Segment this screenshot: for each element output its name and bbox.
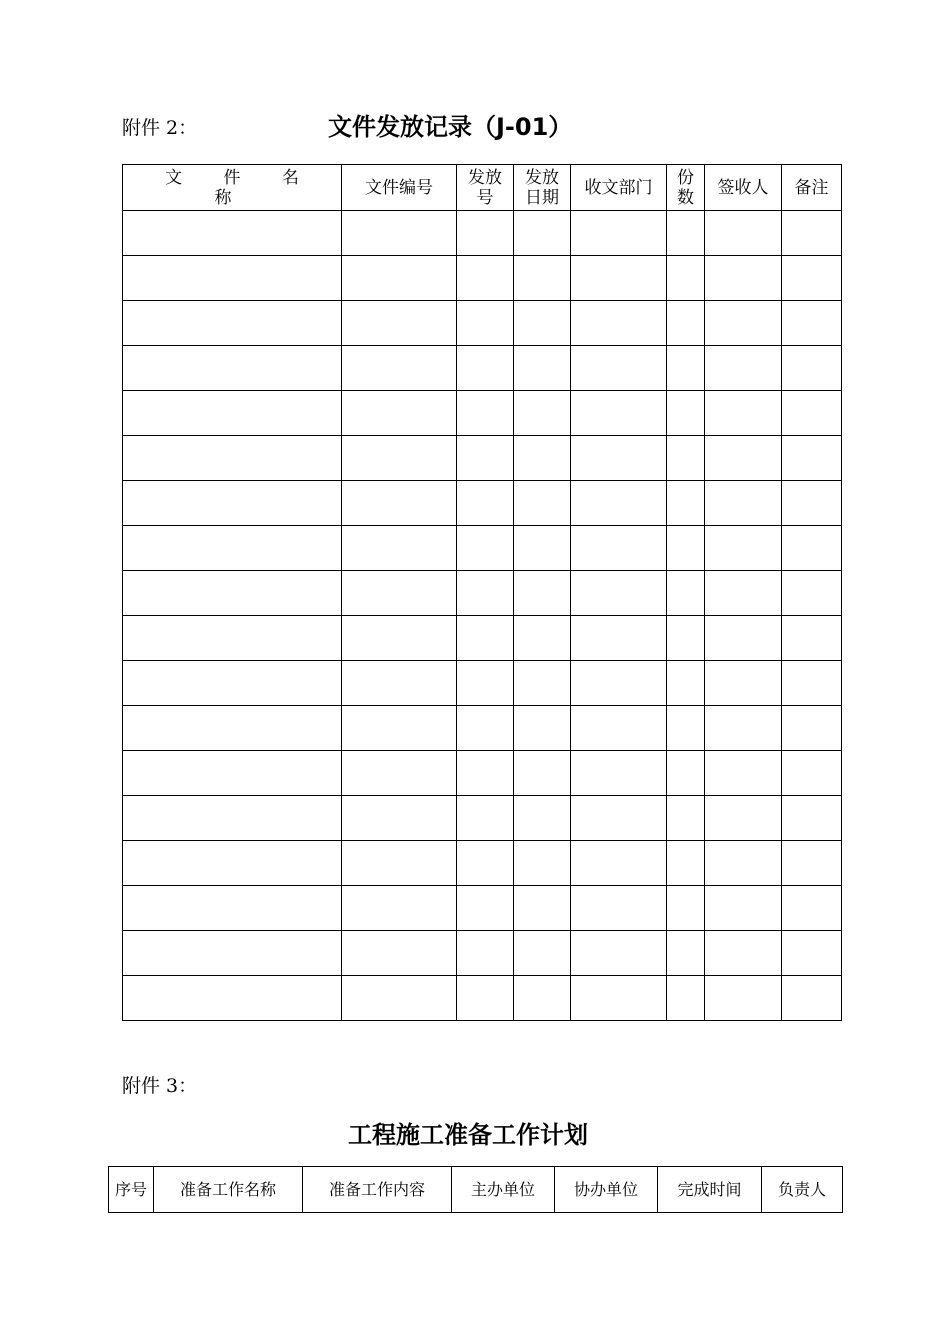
table-row bbox=[123, 481, 842, 526]
table-cell[interactable] bbox=[782, 886, 842, 931]
table-cell[interactable] bbox=[782, 931, 842, 976]
col-header-signed-by: 签收人 bbox=[705, 165, 782, 211]
table-cell[interactable] bbox=[123, 481, 342, 526]
table-cell[interactable] bbox=[667, 706, 705, 751]
table-cell[interactable] bbox=[514, 976, 571, 1021]
table-cell[interactable] bbox=[667, 796, 705, 841]
table-cell[interactable] bbox=[782, 211, 842, 256]
table-cell[interactable] bbox=[571, 751, 667, 796]
table-cell[interactable] bbox=[705, 211, 782, 256]
table-cell[interactable] bbox=[123, 211, 342, 256]
table-cell[interactable] bbox=[782, 571, 842, 616]
table-cell[interactable] bbox=[571, 886, 667, 931]
table-cell[interactable] bbox=[782, 751, 842, 796]
table-header-row bbox=[123, 165, 842, 211]
table-cell[interactable] bbox=[457, 796, 514, 841]
table-cell[interactable] bbox=[667, 211, 705, 256]
table-cell[interactable] bbox=[705, 706, 782, 751]
table-cell[interactable] bbox=[514, 301, 571, 346]
table-cell[interactable] bbox=[457, 976, 514, 1021]
table-cell[interactable] bbox=[782, 796, 842, 841]
table-cell[interactable] bbox=[457, 616, 514, 661]
table-cell[interactable] bbox=[123, 751, 342, 796]
table-cell[interactable] bbox=[514, 481, 571, 526]
table-cell[interactable] bbox=[514, 841, 571, 886]
document-issue-record-table bbox=[122, 164, 842, 1021]
col-header-copies: 份数 bbox=[667, 165, 705, 211]
table-row bbox=[123, 616, 842, 661]
table-row bbox=[123, 886, 842, 931]
table-cell[interactable] bbox=[782, 616, 842, 661]
table-cell[interactable] bbox=[514, 706, 571, 751]
col-header-issue-date: 发放日期 bbox=[514, 165, 571, 211]
table-row bbox=[123, 571, 842, 616]
table-cell[interactable] bbox=[123, 706, 342, 751]
col-header-issue-number: 发放号 bbox=[457, 165, 514, 211]
col-header-receiving-department: 收文部门 bbox=[571, 165, 667, 211]
table-cell[interactable] bbox=[342, 616, 457, 661]
table-cell[interactable] bbox=[571, 661, 667, 706]
table-row bbox=[123, 256, 842, 301]
table-cell[interactable] bbox=[342, 481, 457, 526]
table-cell[interactable] bbox=[667, 256, 705, 301]
table-cell[interactable] bbox=[782, 391, 842, 436]
table-cell[interactable] bbox=[514, 886, 571, 931]
table-cell[interactable] bbox=[457, 346, 514, 391]
table-cell[interactable] bbox=[123, 661, 342, 706]
table-cell[interactable] bbox=[123, 436, 342, 481]
table-cell[interactable] bbox=[705, 346, 782, 391]
table-cell[interactable] bbox=[342, 661, 457, 706]
table-cell[interactable] bbox=[342, 346, 457, 391]
table-cell[interactable] bbox=[514, 931, 571, 976]
table-cell[interactable] bbox=[342, 391, 457, 436]
table-cell[interactable] bbox=[514, 256, 571, 301]
table-cell[interactable] bbox=[342, 841, 457, 886]
table-cell[interactable] bbox=[667, 481, 705, 526]
table-cell[interactable] bbox=[705, 976, 782, 1021]
attachment-3-label: 附件 3： bbox=[122, 1075, 198, 1097]
table-cell[interactable] bbox=[571, 931, 667, 976]
table-cell[interactable] bbox=[705, 301, 782, 346]
col-header-file-number: 文件编号 bbox=[342, 165, 457, 211]
table-cell[interactable] bbox=[667, 391, 705, 436]
table-cell[interactable] bbox=[123, 886, 342, 931]
table-cell[interactable] bbox=[123, 301, 342, 346]
table-row bbox=[123, 706, 842, 751]
table-cell[interactable] bbox=[342, 301, 457, 346]
table-cell[interactable] bbox=[571, 256, 667, 301]
table-cell[interactable] bbox=[514, 616, 571, 661]
table-cell[interactable] bbox=[123, 976, 342, 1021]
table-cell[interactable] bbox=[457, 256, 514, 301]
table-cell[interactable] bbox=[514, 526, 571, 571]
table-cell[interactable] bbox=[514, 751, 571, 796]
table-cell[interactable] bbox=[571, 436, 667, 481]
table-cell[interactable] bbox=[782, 706, 842, 751]
table-cell[interactable] bbox=[571, 616, 667, 661]
table-cell[interactable] bbox=[705, 526, 782, 571]
table-cell[interactable] bbox=[705, 391, 782, 436]
table-cell[interactable] bbox=[514, 571, 571, 616]
table-row bbox=[123, 301, 842, 346]
table-cell[interactable] bbox=[782, 436, 842, 481]
table-row bbox=[123, 436, 842, 481]
table-cell[interactable] bbox=[705, 571, 782, 616]
table-cell[interactable] bbox=[457, 211, 514, 256]
table-cell[interactable] bbox=[457, 841, 514, 886]
table-cell[interactable] bbox=[123, 526, 342, 571]
table-cell[interactable] bbox=[514, 796, 571, 841]
table-cell[interactable] bbox=[342, 526, 457, 571]
table-cell[interactable] bbox=[667, 661, 705, 706]
table-cell[interactable] bbox=[514, 211, 571, 256]
table-cell[interactable] bbox=[514, 346, 571, 391]
preparation-plan-table bbox=[108, 1166, 843, 1213]
col-header-serial-number: 序号 bbox=[109, 1167, 154, 1213]
col-header-lead-unit: 主办单位 bbox=[452, 1167, 555, 1213]
table-body bbox=[123, 211, 842, 1021]
table-cell[interactable] bbox=[457, 526, 514, 571]
table-cell[interactable] bbox=[342, 751, 457, 796]
table-cell[interactable] bbox=[123, 796, 342, 841]
col-header-responsible-person: 负责人 bbox=[762, 1167, 843, 1213]
col-header-completion-time: 完成时间 bbox=[658, 1167, 762, 1213]
table-cell[interactable] bbox=[571, 481, 667, 526]
table-row bbox=[123, 211, 842, 256]
table-cell[interactable] bbox=[667, 526, 705, 571]
document-issue-record-title: 文件发放记录（J-01） bbox=[328, 113, 573, 141]
table-cell[interactable] bbox=[342, 886, 457, 931]
table-cell[interactable] bbox=[705, 616, 782, 661]
table-cell[interactable] bbox=[571, 526, 667, 571]
table-cell[interactable] bbox=[667, 571, 705, 616]
table-cell[interactable] bbox=[342, 436, 457, 481]
table-cell[interactable] bbox=[342, 256, 457, 301]
col-header-remarks: 备注 bbox=[782, 165, 842, 211]
table-cell[interactable] bbox=[782, 346, 842, 391]
table-header-row bbox=[109, 1167, 843, 1213]
table-cell[interactable] bbox=[514, 391, 571, 436]
table-cell[interactable] bbox=[457, 436, 514, 481]
table-cell[interactable] bbox=[457, 661, 514, 706]
table-row bbox=[123, 931, 842, 976]
table-row bbox=[123, 346, 842, 391]
table-cell[interactable] bbox=[571, 346, 667, 391]
table-cell[interactable] bbox=[667, 931, 705, 976]
col-header-task-name: 准备工作名称 bbox=[154, 1167, 303, 1213]
table-cell[interactable] bbox=[342, 706, 457, 751]
table-cell[interactable] bbox=[705, 886, 782, 931]
table-cell[interactable] bbox=[782, 301, 842, 346]
table-cell[interactable] bbox=[123, 571, 342, 616]
table-cell[interactable] bbox=[457, 931, 514, 976]
table-cell[interactable] bbox=[782, 841, 842, 886]
table-cell[interactable] bbox=[571, 796, 667, 841]
table-row bbox=[123, 976, 842, 1021]
table-cell[interactable] bbox=[514, 436, 571, 481]
table-cell[interactable] bbox=[457, 301, 514, 346]
table-cell[interactable] bbox=[667, 751, 705, 796]
col-header-task-content: 准备工作内容 bbox=[303, 1167, 452, 1213]
attachment-2-label: 附件 2： bbox=[122, 117, 198, 139]
table-cell[interactable] bbox=[667, 346, 705, 391]
table-cell[interactable] bbox=[782, 661, 842, 706]
table-cell[interactable] bbox=[457, 886, 514, 931]
col-header-assisting-unit: 协办单位 bbox=[555, 1167, 658, 1213]
table-cell[interactable] bbox=[667, 976, 705, 1021]
table-cell[interactable] bbox=[705, 841, 782, 886]
table-cell[interactable] bbox=[342, 796, 457, 841]
table-cell[interactable] bbox=[457, 481, 514, 526]
table-row bbox=[123, 751, 842, 796]
table-cell[interactable] bbox=[514, 661, 571, 706]
table-cell[interactable] bbox=[457, 391, 514, 436]
table-cell[interactable] bbox=[123, 841, 342, 886]
col-header-file-name: 文 件 名 称 bbox=[123, 165, 342, 211]
table-cell[interactable] bbox=[705, 661, 782, 706]
table-cell[interactable] bbox=[123, 931, 342, 976]
table-cell[interactable] bbox=[457, 706, 514, 751]
table-row bbox=[123, 796, 842, 841]
table-cell[interactable] bbox=[705, 931, 782, 976]
table-cell[interactable] bbox=[782, 526, 842, 571]
table-cell[interactable] bbox=[705, 796, 782, 841]
table-cell[interactable] bbox=[705, 256, 782, 301]
table-cell[interactable] bbox=[667, 436, 705, 481]
table-cell[interactable] bbox=[342, 211, 457, 256]
preparation-plan-title: 工程施工准备工作计划 bbox=[348, 1121, 588, 1149]
table-cell[interactable] bbox=[457, 571, 514, 616]
table-cell[interactable] bbox=[571, 706, 667, 751]
table-cell[interactable] bbox=[123, 391, 342, 436]
table-row bbox=[123, 391, 842, 436]
table-cell[interactable] bbox=[571, 211, 667, 256]
table-cell[interactable] bbox=[782, 481, 842, 526]
table-cell[interactable] bbox=[571, 301, 667, 346]
table-cell[interactable] bbox=[667, 841, 705, 886]
table-cell[interactable] bbox=[667, 616, 705, 661]
table-cell[interactable] bbox=[123, 256, 342, 301]
table-row bbox=[123, 526, 842, 571]
table-cell[interactable] bbox=[342, 931, 457, 976]
table-cell[interactable] bbox=[123, 346, 342, 391]
table-cell[interactable] bbox=[571, 571, 667, 616]
table-cell[interactable] bbox=[123, 616, 342, 661]
table-cell[interactable] bbox=[571, 976, 667, 1021]
table-cell[interactable] bbox=[571, 841, 667, 886]
table-cell[interactable] bbox=[667, 301, 705, 346]
table-row bbox=[123, 661, 842, 706]
table-cell[interactable] bbox=[705, 481, 782, 526]
table-cell[interactable] bbox=[705, 751, 782, 796]
table-cell[interactable] bbox=[457, 751, 514, 796]
table-cell[interactable] bbox=[342, 976, 457, 1021]
table-row bbox=[123, 841, 842, 886]
table-cell[interactable] bbox=[342, 571, 457, 616]
table-cell[interactable] bbox=[667, 886, 705, 931]
table-cell[interactable] bbox=[571, 391, 667, 436]
table-cell[interactable] bbox=[782, 976, 842, 1021]
table-cell[interactable] bbox=[782, 256, 842, 301]
table-cell[interactable] bbox=[705, 436, 782, 481]
